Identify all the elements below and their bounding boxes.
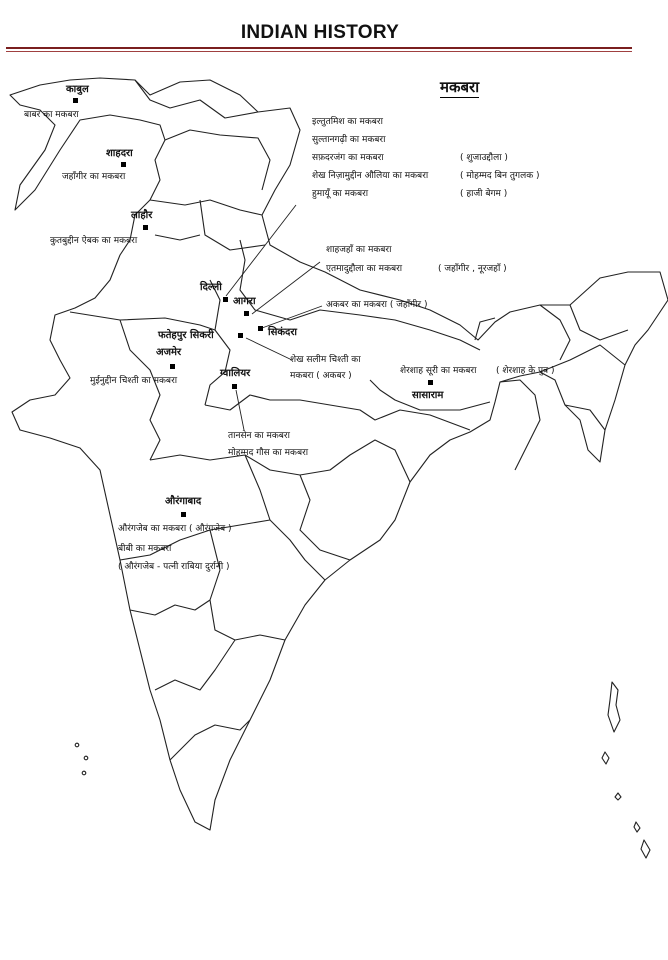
city-kabul: काबुल (66, 84, 89, 95)
label-moinuddin-tomb: मुईनुद्दीन चिश्ती का मकबरा (90, 376, 178, 386)
label-itmad-builder: ( जहाँगीर , नूरजहाँ ) (438, 264, 507, 274)
city-lahore: लाहौर (131, 210, 153, 221)
city-ajmer: अजमेर (156, 347, 182, 358)
city-delhi: दिल्ली (200, 282, 222, 293)
pointer-tansen (236, 390, 244, 430)
label-humayun-tomb: हुमायूँ का मकबरा (312, 189, 369, 199)
city-gwalior: ग्वालियर (220, 368, 251, 379)
label-safdarjung-tomb: सफ़दरजंग का मकबरा (312, 153, 384, 163)
label-qutbuddin-tomb: कुतबुद्दीन ऐबक का मकबरा (50, 236, 138, 246)
kabul-marker (73, 98, 78, 103)
pointer-humayun (226, 205, 296, 296)
label-aurangzeb-tomb: औरंगजेब का मकबरा ( औरंगजेब ) (118, 524, 232, 534)
city-agra: आगरा (233, 296, 256, 307)
sikandra-marker (258, 326, 263, 331)
map-heading: मकबरा (440, 78, 480, 96)
label-shershah-builder: ( शेरशाह के पुत्र ) (496, 366, 555, 376)
pointer-salim (246, 338, 292, 360)
city-sikandra: सिकंदरा (268, 327, 298, 338)
label-salim-chishti-1: शेख सलीम चिश्ती का (290, 355, 361, 365)
label-humayun-builder: ( हाजी बेगम ) (460, 189, 508, 199)
aurangabad-marker (181, 512, 186, 517)
sasaram-marker (428, 380, 433, 385)
label-tansen-tomb: तानसेन का मकबरा (228, 431, 290, 441)
label-itmad-tomb: एतमादुद्दौला का मकबरा (326, 264, 403, 274)
page-title: INDIAN HISTORY (240, 22, 400, 43)
ajmer-marker (170, 364, 175, 369)
city-sasaram: सासाराम (412, 390, 444, 401)
label-nizamuddin-tomb: शेख निज़ामुद्दीन औलिया का मकबरा (312, 171, 429, 181)
label-jahangir-tomb: जहाँगीर का मकबरा (62, 172, 126, 182)
label-iltutmish-tomb: इल्तुतमिश का मकबरा (312, 117, 383, 127)
agra-marker (244, 311, 249, 316)
label-nizamuddin-builder: ( मोहम्मद बिन तुगलक ) (460, 171, 540, 181)
label-sultangarhi-tomb: सुल्तानगढ़ी का मकबरा (312, 135, 386, 145)
pointer-akbar (262, 306, 322, 328)
fatehpur-sikri-marker (238, 333, 243, 338)
label-shahjahan-tomb: शाहजहाँ का मकबरा (326, 245, 392, 255)
label-akbar-tomb: अकबर का मकबरा ( जहाँगीर ) (326, 300, 428, 310)
shahdara-marker (121, 162, 126, 167)
delhi-marker (223, 297, 228, 302)
label-safdarjung-builder: ( शुजाउद्दौला ) (460, 153, 508, 163)
gwalior-marker (232, 384, 237, 389)
label-bibi-builder: ( औरंगजेब - पत्नी राबिया दुर्रानी ) (118, 562, 230, 572)
label-ghaus-tomb: मोहम्मद गौस का मकबरा (228, 448, 309, 458)
label-shershah-tomb: शेरशाह सूरी का मकबरा (400, 366, 477, 376)
label-babur-tomb: बाबर का मकबरा (24, 110, 79, 120)
label-salim-chishti-2: मकबरा ( अकबर ) (290, 371, 352, 381)
city-aurangabad: औरंगाबाद (165, 496, 202, 507)
label-bibi-tomb: बीबी का मकबरा (118, 544, 172, 554)
city-fatehpur-sikri: फतेहपुर सिकरी (158, 330, 214, 341)
city-shahdara: शाहदरा (106, 148, 133, 159)
pointer-itmad (252, 262, 320, 314)
lahore-marker (143, 225, 148, 230)
